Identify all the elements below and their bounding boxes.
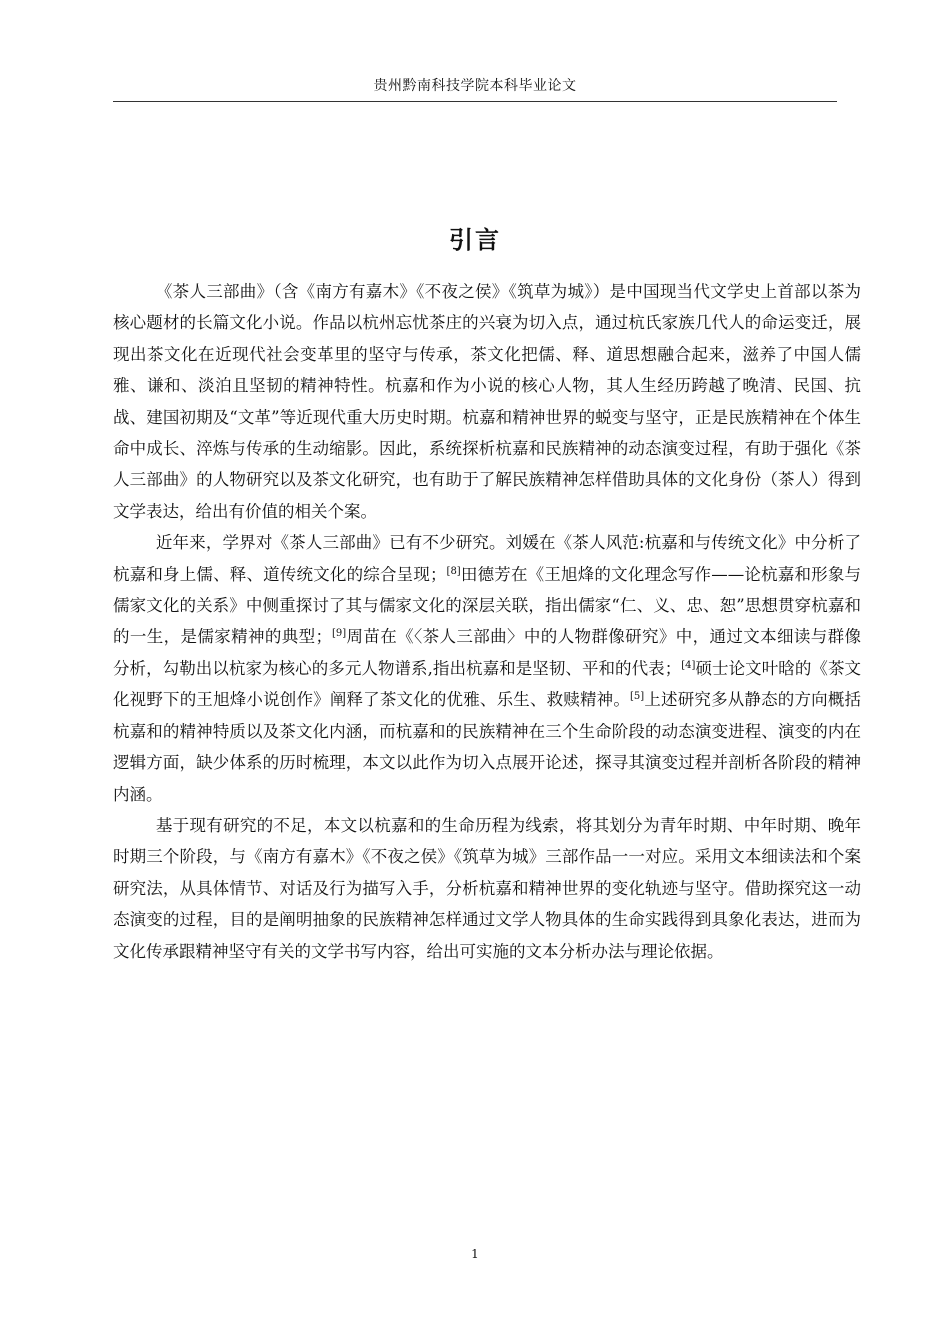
page-number: 1 xyxy=(471,1247,479,1261)
citation-marker: [8] xyxy=(446,565,461,577)
paragraph-1: 《茶人三部曲》（含《南方有嘉木》《不夜之侯》《筑草为城》）是中国现当代文学史上首部以茶为核心题材的长篇文化小说。作品以杭州忘忧茶庄的兴衰为切入点，通过杭氏家族几代人的命运变迁，展现出茶文化在近现代社会变革里的坚守与传承，茶文化把儒、释、道思想融合起来，滋养了中国人儒雅、谦和、淡泊且坚韧的精神特性。杭嘉和作为小说的核心人物，其人生经历跨越了晚清、民国、抗战、建国初期及“文革”等近现代重大历史时期。杭嘉和精神世界的蜕变与坚守，正是民族精神在个体生命中成长、淬炼与传承的生动缩影。因此，系统探析杭嘉和民族精神的动态演变过程，有助于强化《茶人三部曲》的人物研究以及茶文化研究，也有助于了解民族精神怎样借助具体的文化身份（茶人）得到文学表达，给出有价值的相关个案。 xyxy=(113,282,861,521)
citation-marker: [5] xyxy=(630,691,645,703)
paragraph-3: 基于现有研究的不足，本文以杭嘉和的生命历程为线索，将其划分为青年时期、中年时期、晚年时期三个阶段，与《南方有嘉木》《不夜之侯》《筑草为城》三部作品一一对应。采用文本细读法和个案研究法，从具体情节、对话及行为描写入手，分析杭嘉和精神世界的变化轨迹与坚守。借助探究这一动态演变的过程，目的是阐明抽象的民族精神怎样通过文学人物具体的生命实践得到具象化表达，进而为文化传承跟精神坚守有关的文学书写内容，给出可实施的文本分析办法与理论依据。 xyxy=(113,815,861,961)
paragraph-2-text: 周苗在《〈茶人三部曲〉中的人物群像研究》中，通过文本细读与群像分析，勾勒出以杭家为核心的多元人物谱系,指出杭嘉和是坚韧、平和的代表； xyxy=(113,627,862,678)
paragraph-2 xyxy=(113,527,861,810)
paragraph-2-text: 硕士论文叶晗的《茶文化视野下的王旭烽小说创作》阐释了茶文化的优雅、乐生、救赎精神。 xyxy=(113,658,862,710)
section-title: 引言 xyxy=(449,226,501,255)
running-header: 贵州黔南科技学院本科毕业论文 xyxy=(373,78,577,94)
paragraph-2-text: 近年来，学界对《茶人三部曲》已有不少研究。刘媛在《茶人风范:杭嘉和与传统文化》中分析了杭嘉和身上儒、释、道传统文化的综合呈现； xyxy=(113,533,861,584)
header-divider xyxy=(113,101,837,102)
body-text xyxy=(113,276,861,967)
paragraph-2-text: 上述研究多从静态的方向概括杭嘉和的精神特质以及茶文化内涵，而杭嘉和的民族精神在三个生命阶段的动态演变进程、演变的内在逻辑方面，缺少体系的历时梳理，本文以此作为切入点展开论述，探寻其演变过程并剖析各阶段的精神内涵。 xyxy=(113,690,862,804)
paragraph-2-text: 田德芳在《王旭烽的文化理念写作——论杭嘉和形象与儒家文化的关系》中侧重探讨了其与儒家文化的深层关联，指出儒家“仁、义、忠、恕”思想贯穿杭嘉和的一生，是儒家精神的典型； xyxy=(113,564,862,647)
citation-marker: [9] xyxy=(332,628,347,640)
citation-marker: [4] xyxy=(681,659,696,671)
